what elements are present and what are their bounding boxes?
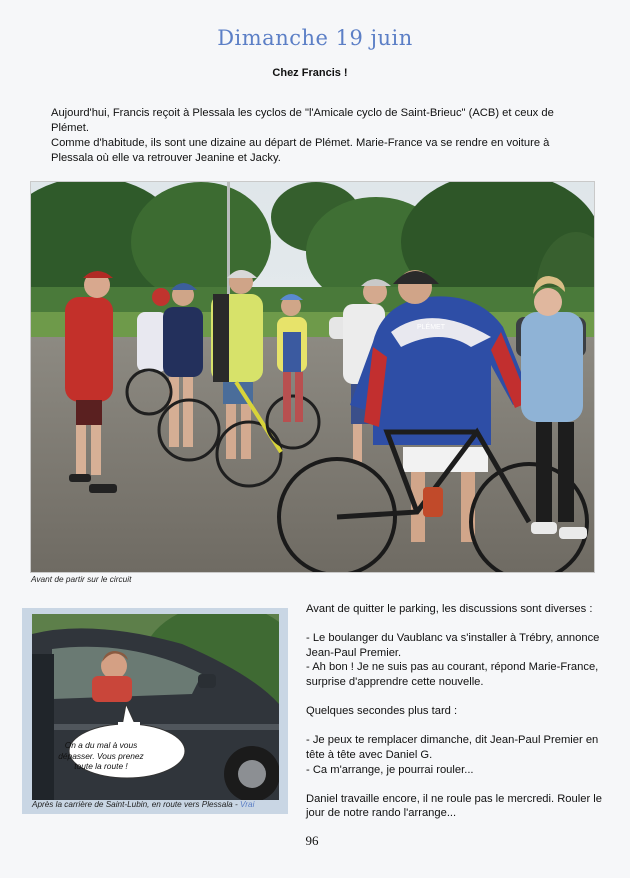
intro-text [51,106,581,166]
story-dialogue-2b: - Ca m'arrange, je pourrai rouler... [306,763,474,776]
story-dialogue-2a: - Je peux te remplacer dimanche, dit Jean-Paul Premier en tête à tête avec Daniel G. [306,734,599,761]
page-title: Dimanche 19 juin [217,26,413,50]
jersey-text: PLÉMET [417,324,446,331]
story-dialogue-1b: - Ah bon ! Je ne suis pas au courant, répond Marie-France, surprise d'apprendre cette nouvelle. [306,661,599,688]
story-paragraph-5: Daniel travaille encore, il ne roule pas le mercredi. Rouler le jour de notre rando l'arrange... [306,792,602,820]
story-text [306,602,610,836]
story-paragraph-1: Avant de quitter le parking, les discussions sont diverses : [306,603,593,615]
story-paragraph-3: Quelques secondes plus tard : [306,705,458,718]
intro-paragraph-2: Comme d'habitude, ils sont une dizaine au départ de Plémet. Marie-France va se rendre en voiture à Plessala où elle va retrouver Jeanine et Jacky. [51,137,550,164]
car-photo-caption [32,800,254,809]
intro-paragraph-1: Aujourd'hui, Francis reçoit à Plessala les cyclos de "l'Amicale cyclo de Saint-Brieuc" (ACB) et ceux de Plémet. [51,107,554,134]
story-dialogue-1a: - Le boulanger du Vaublanc va s'installer à Trébry, annonce Jean-Paul Premier. [306,632,600,659]
car-photo-caption-text: Après la carrière de Saint-Lubin, en route vers Plessala - [32,800,240,809]
main-photo-caption: Avant de partir sur le circuit [31,574,132,584]
page-number: 96 [305,833,319,848]
speech-bubble-text: On a du mal à vous dépasser. Vous prenez toute la route ! [58,740,144,772]
main-photo-cyclists-parking [30,181,595,573]
car-photo-frame [22,608,288,814]
car-photo-caption-highlight: Vrai [239,800,255,809]
page-subtitle: Chez Francis ! [272,67,348,79]
